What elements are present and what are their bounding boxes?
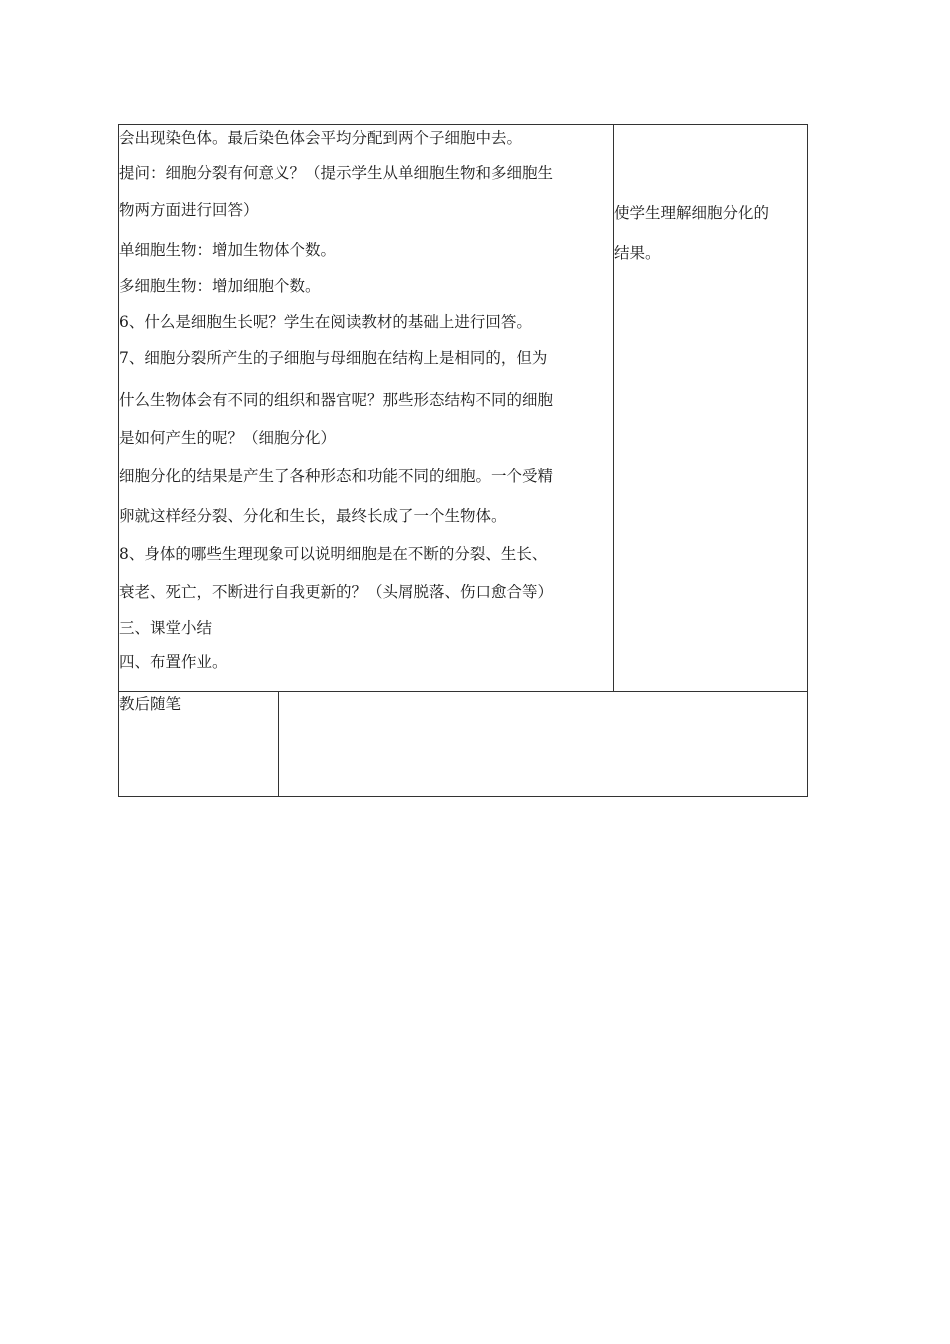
text-line: 卵就这样经分裂、分化和生长，最终长成了一个生物体。 <box>119 507 507 525</box>
text-line: 6、什么是细胞生长呢？学生在阅读教材的基础上进行回答。 <box>119 313 532 331</box>
text-line: 多细胞生物：增加细胞个数。 <box>119 277 321 295</box>
content-row <box>119 125 808 692</box>
text-line: 单细胞生物：增加生物体个数。 <box>119 241 337 259</box>
text-line: 物两方面进行回答） <box>119 201 259 219</box>
text-line: 是如何产生的呢？（细胞分化） <box>119 429 337 447</box>
text-line: 会出现染色体。最后染色体会平均分配到两个子细胞中去。 <box>119 129 523 147</box>
text-line: 7、细胞分裂所产生的子细胞与母细胞在结构上是相同的，但为 <box>119 349 548 367</box>
postscript-row <box>119 692 808 797</box>
design-intent-cell <box>614 125 808 692</box>
intent-line: 结果。 <box>614 244 661 262</box>
text-line: 什么生物体会有不同的组织和器官呢？那些形态结构不同的细胞 <box>119 391 554 409</box>
text-line: 四、布置作业。 <box>119 653 228 671</box>
postscript-content-cell[interactable] <box>279 692 808 797</box>
postscript-label: 教后随笔 <box>119 692 279 797</box>
lesson-plan-table <box>118 124 808 797</box>
text-line: 8、身体的哪些生理现象可以说明细胞是在不断的分裂、生长、 <box>119 545 548 563</box>
text-line: 提问：细胞分裂有何意义？（提示学生从单细胞生物和多细胞生 <box>119 164 554 182</box>
text-line: 细胞分化的结果是产生了各种形态和功能不同的细胞。一个受精 <box>119 467 554 485</box>
text-line: 三、课堂小结 <box>119 619 213 637</box>
teaching-process-cell <box>119 125 614 692</box>
intent-line: 使学生理解细胞分化的 <box>614 204 770 222</box>
text-line: 衰老、死亡，不断进行自我更新的？（头屑脱落、伤口愈合等） <box>119 583 554 601</box>
